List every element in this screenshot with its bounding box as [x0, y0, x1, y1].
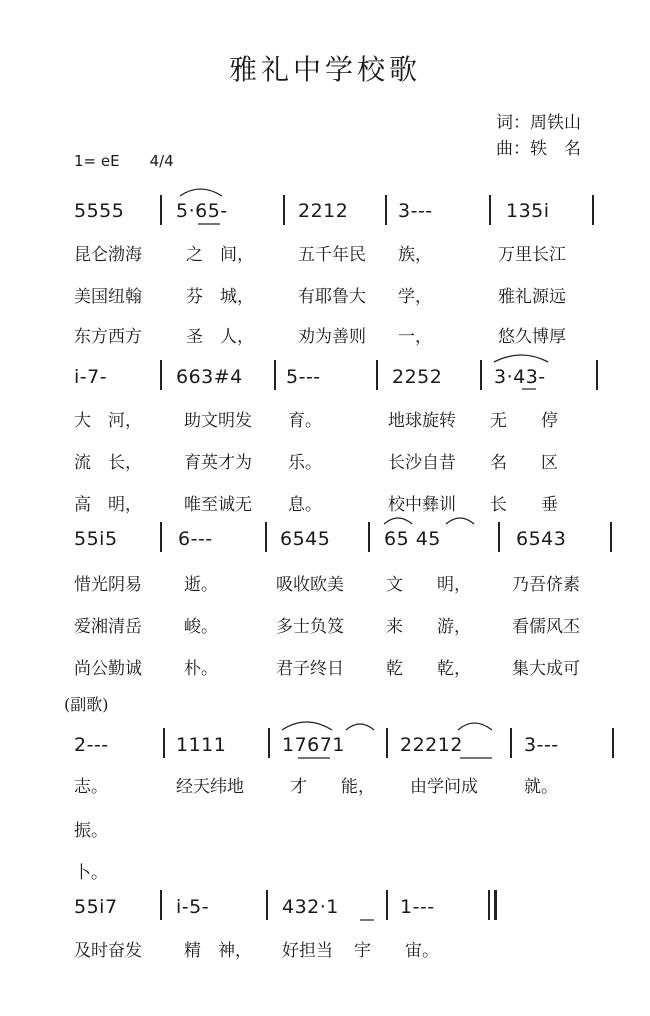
measure: 2252: [392, 366, 443, 388]
measure: 55i5: [74, 528, 118, 550]
measure: 663#4: [176, 366, 243, 388]
lyric: 劝为善则: [298, 327, 366, 347]
lyric: 尚公勤诚: [74, 659, 142, 679]
lyric: 息。: [288, 495, 322, 515]
lyric: 朴。: [184, 659, 218, 679]
slur: [458, 723, 492, 730]
measure: 22212: [400, 734, 463, 756]
lyric: 多士负笈: [276, 617, 344, 637]
lyric: 一，: [398, 327, 432, 347]
lyric: 助文明发: [184, 411, 252, 431]
lyric: 学，: [398, 287, 432, 307]
lyric: 就。: [524, 777, 558, 797]
measure: 3---: [398, 200, 433, 222]
lyric: 文 明，: [386, 575, 471, 595]
measure: 17671: [282, 734, 345, 756]
measure: 6543: [516, 528, 567, 550]
lyricist-credit: 词：周铁山: [496, 113, 581, 133]
lyric: 名 区: [490, 453, 558, 473]
lyric: 志。: [74, 777, 108, 797]
lyric: 逝。: [184, 575, 218, 595]
measure: 135i: [506, 200, 550, 222]
lyric: 精 神，: [184, 941, 252, 961]
lyric: 美国纽翰: [74, 287, 142, 307]
lyric: 唯至诚无: [184, 495, 252, 515]
lyric: 育。: [288, 411, 322, 431]
lyric: 宇 宙。: [354, 941, 439, 961]
lyric: 有耶鲁大: [298, 287, 366, 307]
lyric: 芬 城，: [186, 287, 254, 307]
measure: 1---: [400, 896, 435, 918]
measure: 2---: [74, 734, 109, 756]
measure: 55i7: [74, 896, 118, 918]
composer-credit: 曲：轶 名: [496, 139, 581, 159]
measure: 3·43-: [494, 366, 546, 388]
lyric: 君子终日: [276, 659, 344, 679]
lyric: 校中彝训: [388, 495, 456, 515]
slur: [446, 518, 474, 524]
lyric: 卜。: [74, 863, 108, 883]
lyric: 流 长，: [74, 453, 142, 473]
lyric: 看儒风丕: [512, 617, 580, 637]
lyric: 长 垂: [490, 495, 558, 515]
measure: 6545: [280, 528, 331, 550]
slur: [494, 355, 548, 362]
measure: 2212: [298, 200, 349, 222]
slur: [180, 189, 222, 196]
lyric: 振。: [74, 821, 108, 841]
lyric: 乃吾侪素: [512, 575, 580, 595]
lyric: 乐。: [288, 453, 322, 473]
measure: 5·65-: [176, 200, 228, 222]
lyric: 雅礼源远: [498, 287, 566, 307]
lyric: 长沙自昔: [388, 453, 456, 473]
lyric: 及时奋发: [74, 941, 142, 961]
lyric: 吸收欧美: [276, 575, 344, 595]
lyric: 高 明，: [74, 495, 142, 515]
lyric: 爱湘清岳: [74, 617, 142, 637]
measure: 5555: [74, 200, 125, 222]
measure: 65 45: [384, 528, 441, 550]
lyric: 圣 人，: [186, 327, 254, 347]
lyric: 五千年民: [298, 245, 366, 265]
measure: i-7-: [74, 366, 108, 388]
lyric: 峻。: [184, 617, 218, 637]
chorus-label: (副歌): [64, 695, 109, 714]
lyric: 育英才为: [184, 453, 252, 473]
measure: 1111: [176, 734, 227, 756]
lyric: 悠久博厚: [498, 327, 566, 347]
lyric: 才 能，: [290, 777, 375, 797]
lyric: 万里长江: [498, 245, 566, 265]
lyric: 集大成可: [512, 659, 580, 679]
lyric: 好担当: [282, 941, 333, 961]
measure: 6---: [178, 528, 213, 550]
measure: 432·1: [282, 896, 339, 918]
slur: [384, 518, 412, 524]
lyric: 来 游，: [386, 617, 471, 637]
measure: i-5-: [176, 896, 210, 918]
page-title: 雅礼中学校歌: [228, 53, 421, 86]
key-signature: 1= eE 4/4: [74, 152, 174, 170]
lyric: 昆仑渤海: [74, 245, 142, 265]
measure: 5---: [286, 366, 321, 388]
lyric: 惜光阴易: [74, 575, 142, 595]
lyric: 由学问成: [410, 777, 478, 797]
measure: 3---: [524, 734, 559, 756]
lyric: 族，: [398, 245, 432, 265]
slur: [282, 722, 332, 730]
lyric: 之 间，: [186, 245, 254, 265]
lyric: 无 停: [490, 411, 558, 431]
lyric: 经天纬地: [176, 777, 244, 797]
lyric: 乾 乾，: [386, 659, 471, 679]
lyric: 东方西方: [74, 327, 142, 347]
lyric: 大 河，: [74, 411, 142, 431]
slur: [346, 724, 374, 730]
lyric: 地球旋转: [388, 411, 456, 431]
